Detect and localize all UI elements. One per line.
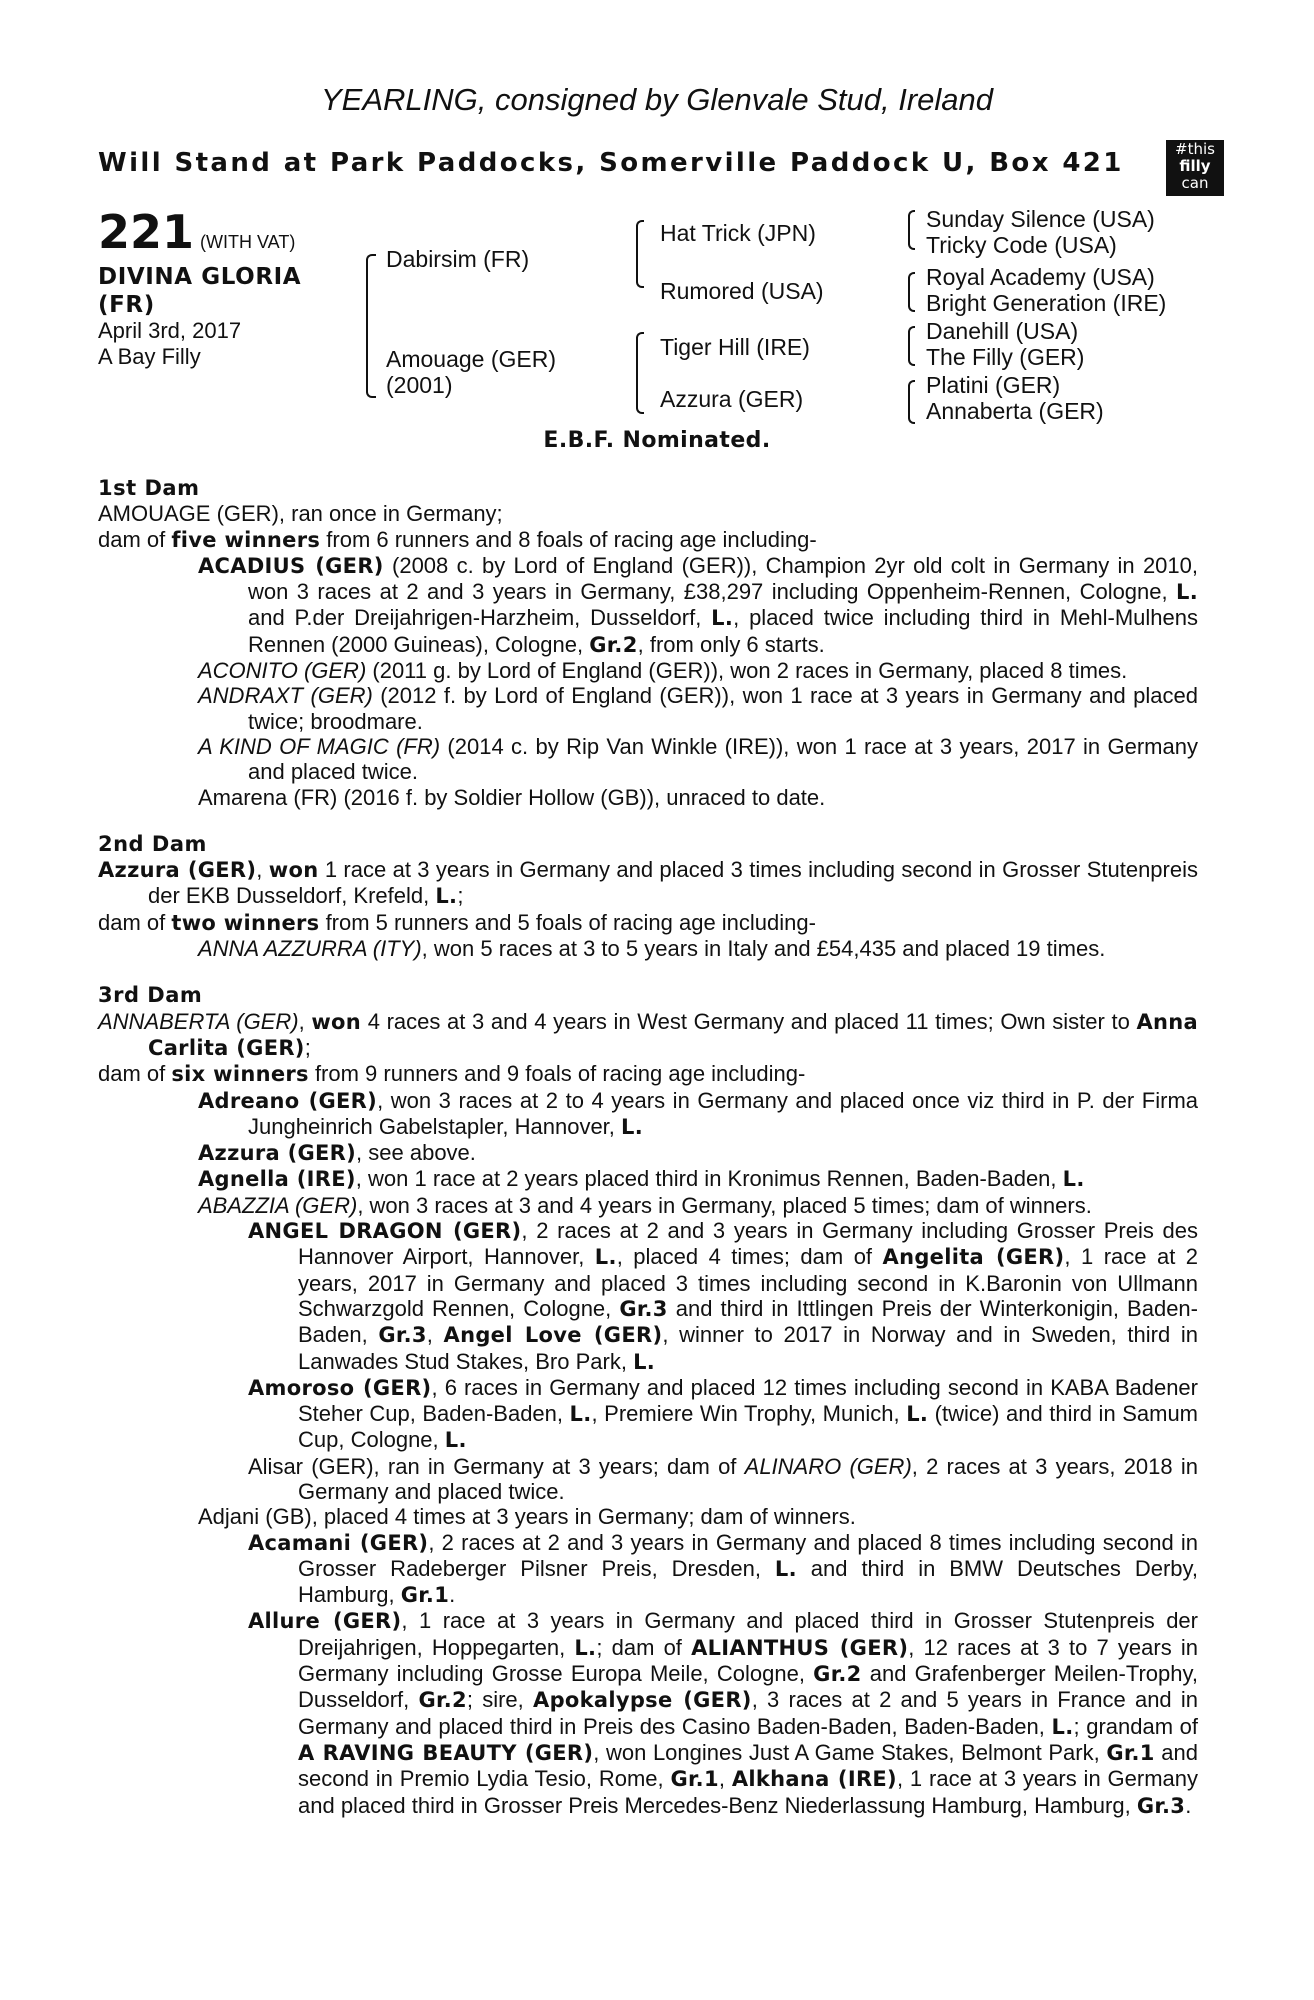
produce-entry <box>148 936 1198 961</box>
horse-name-black-type: Allure (GER) <box>248 1609 402 1634</box>
won-emphasis: won <box>268 858 319 883</box>
entry-text: and second in Premio Lydia Tesio, Rome, <box>298 1739 1198 1792</box>
brace-dds <box>908 380 915 424</box>
horse-name-black-type: ANGEL DRAGON (GER) <box>248 1219 522 1244</box>
produce-entry <box>148 1088 1198 1141</box>
vat-note: (WITH VAT) <box>200 232 296 252</box>
produce-entry <box>148 658 1198 683</box>
entry-text: , <box>426 1322 444 1348</box>
pedigree-sire-sire: Hat Trick (JPN) <box>660 220 816 246</box>
entry-text: , 2 races at 2 and 3 years in Germany including Grosser Preis des Hannover Airport, Hannover, <box>298 1218 1198 1270</box>
horse-name-black-type: Angelita (GER) <box>882 1245 1065 1270</box>
race-grade: L. <box>1062 1167 1085 1192</box>
winners-count: six winners <box>171 1062 309 1087</box>
entry-text: 4 races at 3 and 4 years in West Germany and placed 11 times; Own sister to <box>361 1008 1137 1034</box>
lot-number-block <box>98 205 295 259</box>
entry-text: 1 race at 3 years in Germany and placed 3 times including second in Grosser Stutenpreis der EKB Dusseldorf, Krefeld, <box>148 857 1198 909</box>
third-dam-section <box>98 983 1198 1819</box>
race-grade: Gr.1 <box>1106 1740 1155 1765</box>
horse-name-black-type: Agnella (IRE) <box>198 1167 356 1192</box>
horse-name-black-type: Adreano (GER) <box>198 1088 378 1113</box>
dam-summary <box>98 910 1198 936</box>
entry-text: , 1 race at 3 years in Germany and placed third in Grosser Stutenpreis der Dreijahrigen, Hoppegarten, <box>298 1608 1198 1660</box>
horse-name-winner: ACONITO (GER) <box>198 658 367 684</box>
horse-name-black-type: Anna Carlita (GER) <box>148 1009 1199 1060</box>
entry-text: ; <box>457 883 464 909</box>
entry-text: . <box>1185 1792 1192 1818</box>
pedigree-dss: Danehill (USA) <box>926 318 1079 344</box>
horse-name-black-type: Apokalypse (GER) <box>533 1688 752 1713</box>
race-grade: Gr.3 <box>378 1323 427 1348</box>
produce-entry <box>148 683 1198 734</box>
entry-text: , 2 races at 2 and 3 years in Germany and placed 8 times including second in Grosser Radeberger Pilsner Preis, Dresden, <box>298 1529 1199 1581</box>
race-grade: L. <box>594 1245 617 1270</box>
grandproduce-entry <box>148 1454 1198 1505</box>
badge-line-1: #this <box>1175 140 1215 158</box>
race-grade: L. <box>1051 1714 1074 1739</box>
this-filly-can-logo <box>1166 140 1224 196</box>
pedigree-sire-dam: Rumored (USA) <box>660 278 824 304</box>
horse-name-black-type: A RAVING BEAUTY (GER) <box>298 1740 594 1765</box>
entry-text: , 12 races at 3 to 7 years in Germany including Grosse Europa Meile, Cologne, <box>298 1634 1198 1687</box>
entry-text: ; dam of <box>596 1634 692 1660</box>
stand-location: Will Stand at Park Paddocks, Somerville Paddock U, Box 421 <box>98 148 1124 178</box>
pedigree-dam-year: (2001) <box>386 372 453 398</box>
summary-text: from 9 runners and 9 foals of racing age including- <box>308 1061 806 1087</box>
pedigree-dam-sire: Tiger Hill (IRE) <box>660 334 810 360</box>
race-grade: L. <box>569 1402 592 1427</box>
horse-name-winner: ANNA AZZURRA (ITY) <box>198 936 422 962</box>
pedigree-ssd: Tricky Code (USA) <box>926 232 1117 258</box>
produce-entry <box>148 1166 1198 1192</box>
entry-text: and third in BMW Deutsches Derby, Hamburg, <box>298 1555 1199 1608</box>
race-grade: L. <box>906 1402 929 1427</box>
horse-name-black-type: Azzura (GER) <box>198 1141 357 1166</box>
section-heading: 2nd Dam <box>98 831 207 856</box>
entry-text: , won Longines Just A Game Stakes, Belmont Park, <box>593 1739 1107 1765</box>
entry-text: , 2 races at 3 years, 2018 in Germany and placed twice. <box>298 1453 1198 1504</box>
brace-sss <box>908 210 915 250</box>
entry-text: , 3 races at 2 and 5 years in France and in Germany and placed third in Preis des Casino Baden-Baden, Baden-Baden, <box>298 1687 1199 1739</box>
horse-name-black-type: ACADIUS (GER) <box>198 553 384 578</box>
grandproduce-entry <box>148 1530 1198 1609</box>
section-heading: 1st Dam <box>98 476 200 500</box>
pedigree-dam-name: Amouage (GER) <box>386 346 557 372</box>
entry-text: , won 3 races at 2 to 4 years in Germany and placed once viz third in P. der Firma Jungheinrich Gabelstapler, Hannover, <box>248 1087 1199 1139</box>
brace-sds <box>908 272 915 312</box>
pedigree-ddd: Annaberta (GER) <box>926 398 1104 424</box>
horse-name-black-type: Alkhana (IRE) <box>731 1767 897 1792</box>
entry-text: , placed twice including third in Mehl-Mulhens Rennen (2000 Guineas), Cologne, <box>248 605 1199 657</box>
consignment-line: YEARLING, consigned by Glenvale Stud, Ireland <box>320 82 994 117</box>
entry-text: , won 5 races at 3 to 5 years in Italy and £54,435 and placed 19 times. <box>421 936 1106 962</box>
summary-text: from 6 runners and 8 foals of racing age including- <box>320 526 817 552</box>
race-grade: Gr.2 <box>589 632 638 657</box>
entry-text: . <box>449 1582 456 1608</box>
badge-line-3: can <box>1181 174 1209 192</box>
pedigree-dam-dam: Azzura (GER) <box>660 386 804 412</box>
race-grade: L. <box>774 1556 797 1581</box>
catalogue-body <box>98 476 1198 1819</box>
summary-text: dam of <box>98 909 172 935</box>
dam-summary <box>98 1061 1198 1087</box>
pedigree-dam <box>386 346 556 398</box>
brace-dss <box>908 326 915 366</box>
produce-entry <box>148 1140 1198 1166</box>
dam-intro: AMOUAGE (GER), ran once in Germany; <box>98 501 503 527</box>
pedigree-dds: Platini (GER) <box>926 372 1061 398</box>
won-emphasis: won <box>311 1009 362 1034</box>
race-grade: Gr.3 <box>1136 1793 1186 1818</box>
horse-name <box>98 263 348 319</box>
entry-text: , 1 race at 3 years in Germany and placed third in Grosser Preis Mercedes-Benz Niederlassung Hamburg, Hamburg, <box>298 1766 1198 1818</box>
produce-entry <box>148 553 1198 658</box>
dam-summary <box>98 527 1198 553</box>
grandproduce-entry <box>148 1608 1198 1818</box>
entry-text: , won 1 race at 2 years placed third in Kronimus Rennen, Baden-Baden, <box>355 1166 1063 1192</box>
horse-name-black-type: Acamani (GER) <box>248 1530 429 1555</box>
pedigree-sire: Dabirsim (FR) <box>386 246 530 272</box>
brace-sire-gen <box>636 220 644 288</box>
horse-name-line-1: DIVINA GLORIA <box>98 264 302 290</box>
pedigree-sdd: Bright Generation (IRE) <box>926 290 1167 316</box>
summary-text: dam of <box>98 1061 172 1087</box>
horse-name-black-type: ALIANTHUS (GER) <box>691 1635 909 1660</box>
dam-intro <box>98 1009 1198 1062</box>
entry-text: (2008 c. by Lord of England (GER)), Champion 2yr old colt in Germany in 2010, won 3 races at 2 and 3 years in Germany, £38,297 including Oppenheim-Rennen, Cologne, <box>248 552 1199 605</box>
race-grade: L. <box>574 1635 597 1660</box>
horse-name-winner: A KIND OF MAGIC (FR) <box>198 733 441 759</box>
badge-line-2: filly <box>1179 157 1211 175</box>
race-grade: Gr.2 <box>813 1662 862 1687</box>
entry-text: , see above. <box>356 1140 476 1166</box>
race-grade: Gr.2 <box>418 1688 467 1713</box>
entry-text: , <box>256 857 269 883</box>
lot-number: 221 <box>98 205 195 259</box>
race-grade: Gr.1 <box>670 1767 719 1792</box>
first-dam-section <box>98 476 1198 810</box>
race-grade: Gr.3 <box>619 1296 668 1321</box>
race-grade: L. <box>435 884 458 909</box>
section-heading: 3rd Dam <box>98 983 203 1008</box>
entry-text: , placed 4 times; dam of <box>616 1244 883 1270</box>
entry-text: , <box>718 1766 732 1792</box>
summary-text: dam of <box>98 526 172 552</box>
entry-text: and Grafenberger Meilen-Trophy, Dusseldorf, <box>298 1661 1198 1713</box>
horse-name-black-type: Angel Love (GER) <box>443 1323 663 1348</box>
entry-text: and third in Ittlingen Preis der Winterkonigin, Baden-Baden, <box>298 1295 1198 1348</box>
race-grade: L. <box>444 1428 467 1453</box>
produce-entry <box>148 734 1198 785</box>
entry-text: (2011 g. by Lord of England (GER)), won 2 races in Germany, placed 8 times. <box>366 658 1128 684</box>
horse-name-winner: ANNABERTA (GER) <box>98 1008 299 1034</box>
horse-name-winner: ALINARO (GER) <box>744 1453 912 1479</box>
entry-text: , Premiere Win Trophy, Munich, <box>591 1401 907 1427</box>
entry-text: , from only 6 starts. <box>637 631 825 657</box>
race-grade: L. <box>621 1114 643 1139</box>
brace-first-gen <box>366 254 376 398</box>
horse-name-line-2: (FR) <box>98 292 155 318</box>
entry-text: ; grandam of <box>1073 1713 1199 1739</box>
horse-name-winner: ANDRAXT (GER) <box>198 683 373 709</box>
horse-info <box>98 318 241 370</box>
produce-entry: Adjani (GB), placed 4 times at 3 years in Germany; dam of winners. <box>198 1504 856 1530</box>
produce-entry <box>148 1193 1198 1218</box>
brace-dam-gen <box>636 332 644 414</box>
entry-text: ; sire, <box>466 1687 534 1713</box>
entry-text: (2014 c. by Rip Van Winkle (IRE)), won 1 race at 3 years, 2017 in Germany and placed twice. <box>248 733 1198 785</box>
race-grade: L. <box>633 1349 656 1374</box>
race-grade: L. <box>1176 580 1198 605</box>
winners-count: two winners <box>171 910 320 935</box>
entry-text: , winner to 2017 in Norway and in Sweden, third in Lanwades Stud Stakes, Bro Park, <box>298 1322 1198 1374</box>
foaling-date: April 3rd, 2017 <box>98 318 242 343</box>
horse-name-black-type: Amoroso (GER) <box>248 1375 432 1400</box>
entry-text: , 1 race at 2 years, 2017 in Germany and placed 3 times including second in K.Baronin von Ullmann Schwarzgold Rennen, Cologne, <box>298 1244 1199 1321</box>
pedigree-dsd: The Filly (GER) <box>926 344 1085 370</box>
race-grade: L. <box>711 606 734 631</box>
dam-intro <box>98 857 1198 910</box>
entry-text: (2012 f. by Lord of England (GER)), won 1 race at 3 years in Germany and placed twice; broodmare. <box>248 683 1198 734</box>
second-dam-section <box>98 832 1198 961</box>
grandproduce-entry <box>148 1218 1198 1375</box>
entry-text: and P.der Dreijahrigen-Harzheim, Dusseldorf, <box>248 605 712 631</box>
ebf-nominated: E.B.F. Nominated. <box>543 428 771 453</box>
entry-text: , 6 races in Germany and placed 12 times including second in KABA Badener Steher Cup, Baden-Baden, <box>298 1374 1198 1427</box>
pedigree-sds: Royal Academy (USA) <box>926 264 1155 290</box>
produce-entry: Amarena (FR) (2016 f. by Soldier Hollow (GB)), unraced to date. <box>198 784 826 810</box>
grandproduce-entry <box>148 1375 1198 1454</box>
entry-text: , <box>298 1008 312 1034</box>
summary-text: from 5 runners and 5 foals of racing age including- <box>319 909 816 935</box>
entry-text: , won 3 races at 3 and 4 years in Germany, placed 5 times; dam of winners. <box>357 1192 1092 1218</box>
race-grade: Gr.1 <box>400 1583 450 1608</box>
horse-name-winner: ABAZZIA (GER) <box>198 1192 358 1218</box>
pedigree-sss: Sunday Silence (USA) <box>926 206 1155 232</box>
winners-count: five winners <box>171 527 321 552</box>
entry-text: (twice) and third in Samum Cup, Cologne, <box>298 1401 1199 1453</box>
horse-description: A Bay Filly <box>98 344 201 369</box>
horse-name-black-type: Azzura (GER) <box>98 858 257 883</box>
entry-text: Alisar (GER), ran in Germany at 3 years; dam of <box>248 1453 745 1479</box>
entry-text: ; <box>304 1034 311 1060</box>
